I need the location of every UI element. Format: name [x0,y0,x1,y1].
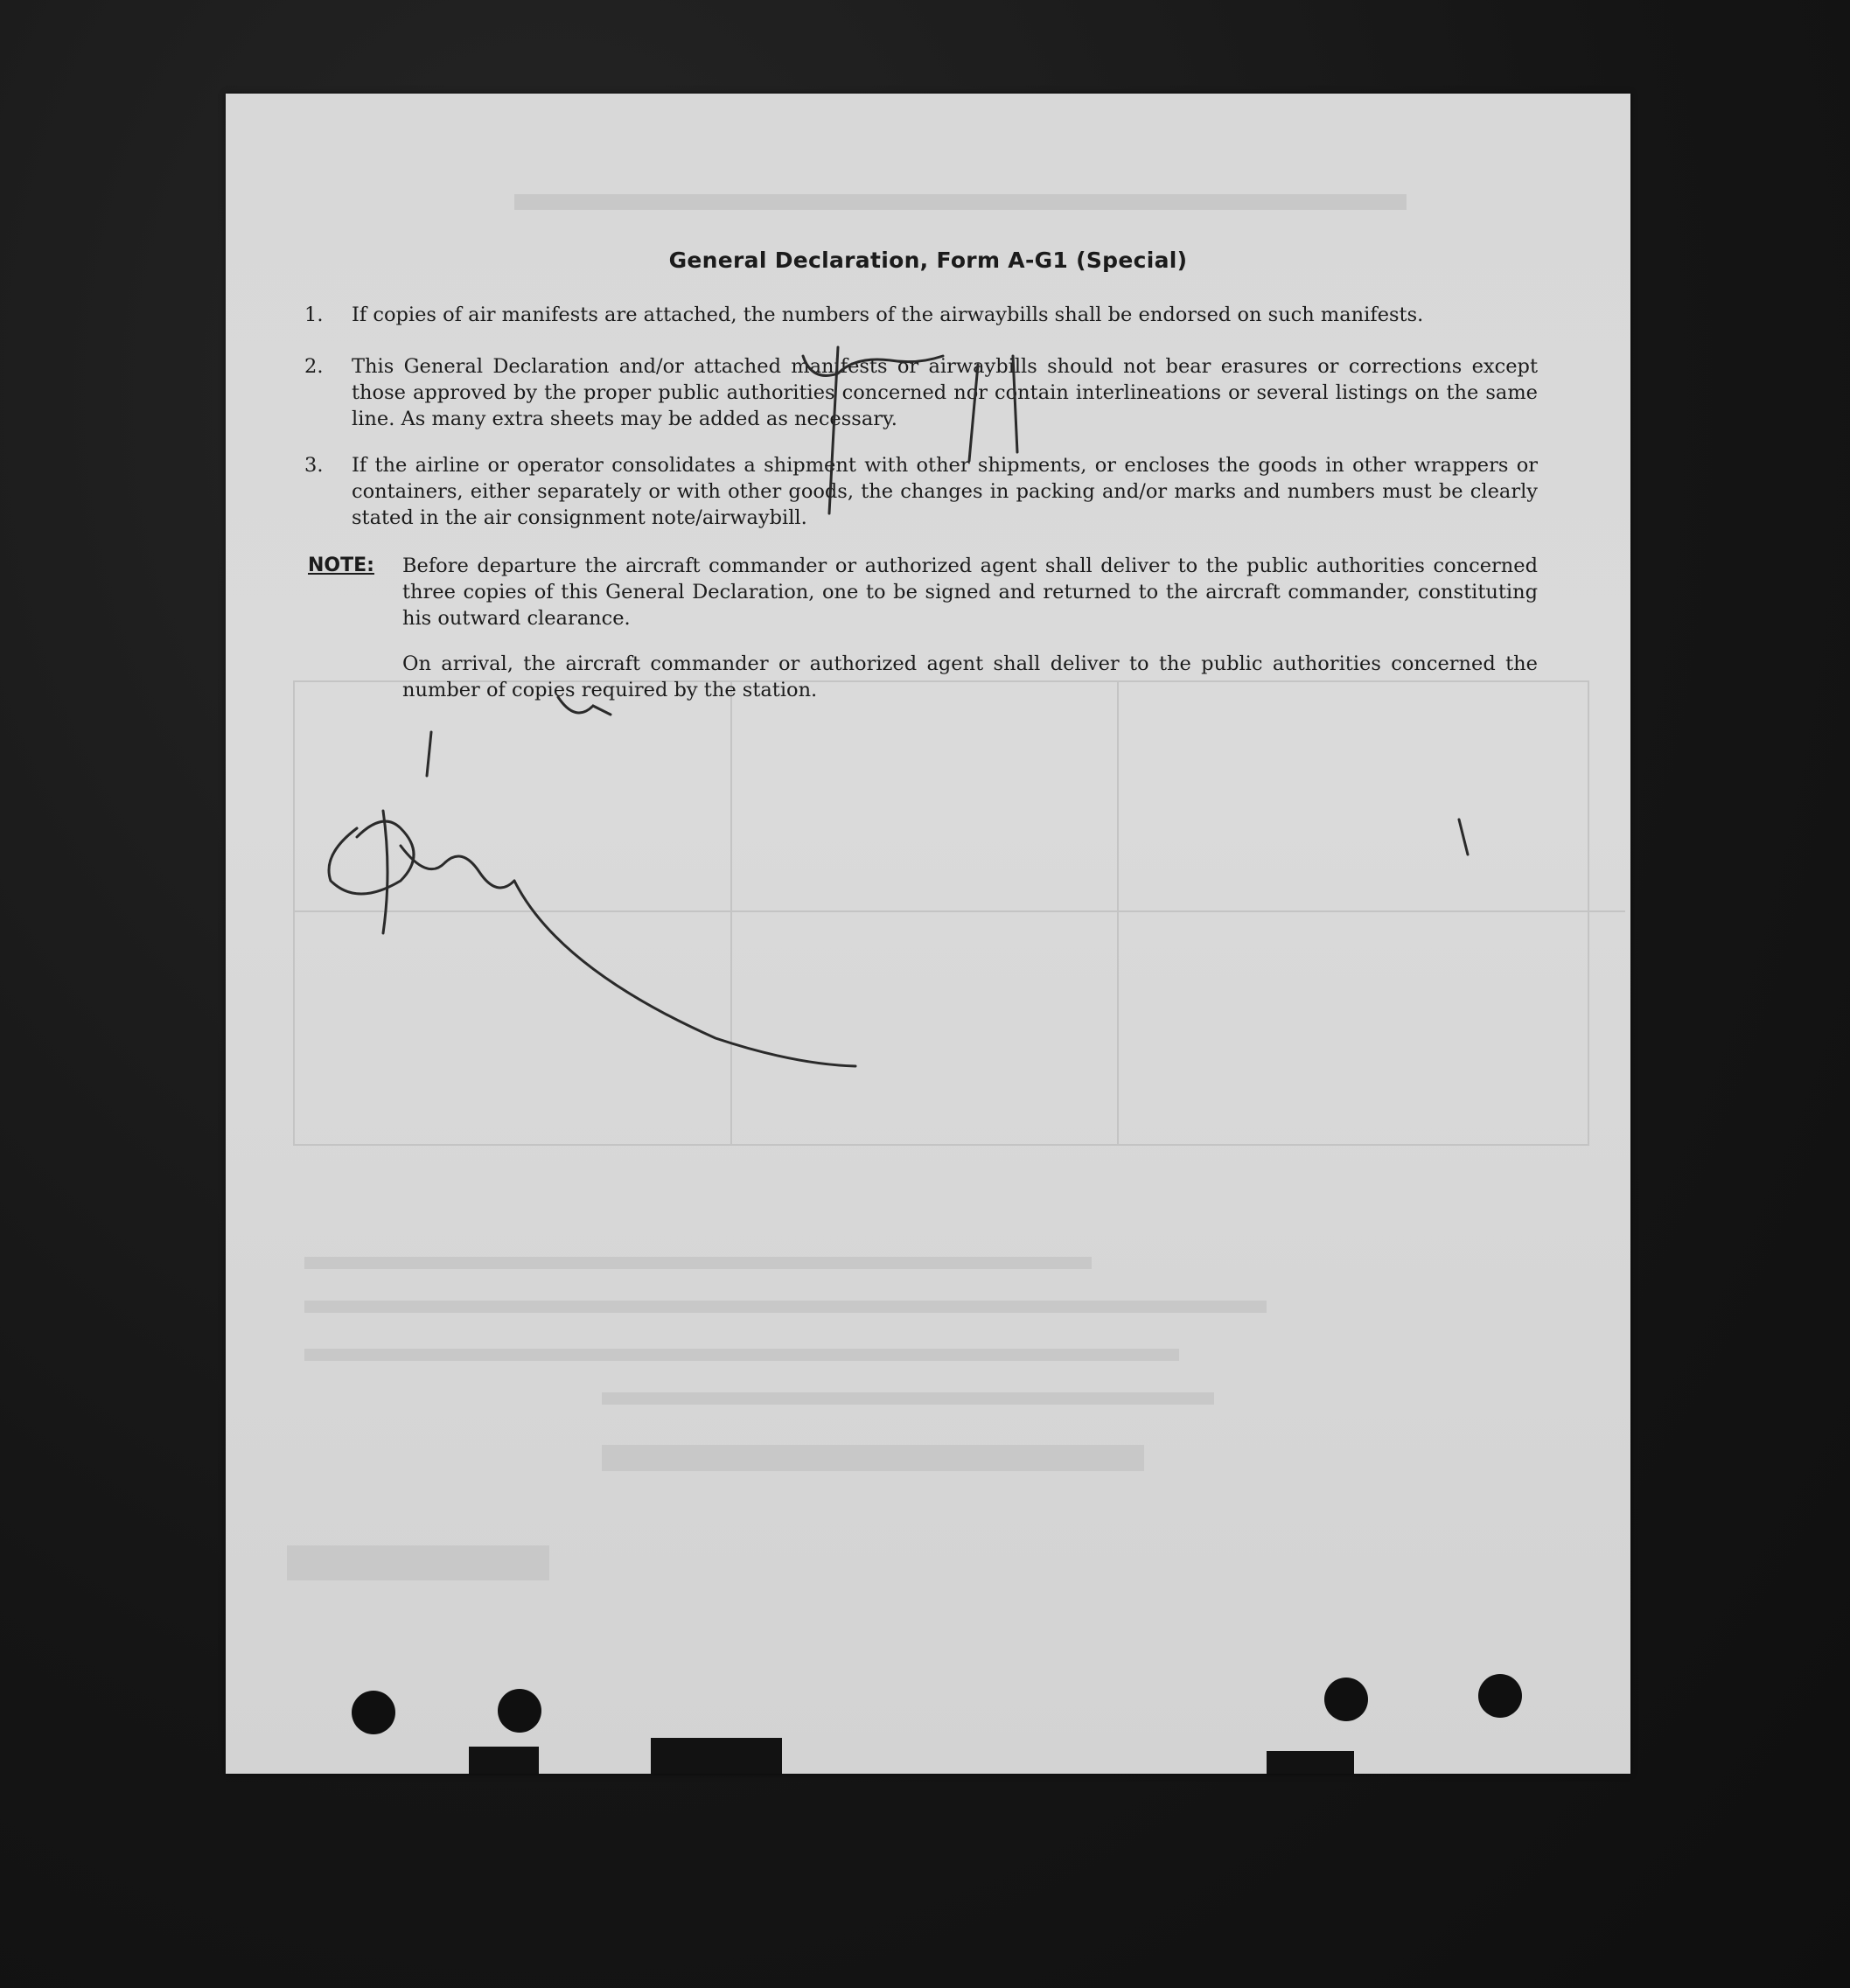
note-label: NOTE: [308,555,374,576]
item-number: 2. [304,355,324,378]
note-paragraph: Before departure the aircraft commander or authorized agent shall deliver to the public authorities concerned three copies of this General Declaration, one to be signed and returned to the aircraft commander, constituting his outward clearance. [402,555,1538,630]
list-item [304,302,1538,328]
torn-edge [651,1738,782,1774]
list-item [304,353,1538,432]
punch-hole [352,1691,395,1734]
item-number: 1. [304,303,324,326]
item-text: This General Declaration and/or attached manifests or airwaybills should not bear erasures or corrections except those approved by the proper public authorities concerned nor contain interlineations or several listings on the same line. As many extra sheets may be added as necessary. [352,355,1538,430]
torn-edge [1267,1751,1354,1774]
punch-hole [1324,1678,1368,1721]
item-text: If the airline or operator consolidates a shipment with other shipments, or encloses the goods in other wrappers or containers, either separately or with other goods, the changes in packing and/or marks and numbers must be clearly stated in the air consignment note/airwaybill. [352,454,1538,529]
note-paragraph: On arrival, the aircraft commander or authorized agent shall deliver to the public authorities concerned the number of copies required by the station. [402,652,1538,701]
handwritten-signature [226,94,1630,1774]
reverse-side-bleed [226,94,1630,1774]
note-block [308,553,1538,631]
punch-hole [498,1689,541,1733]
item-text: If copies of air manifests are attached, the numbers of the airwaybills shall be endorsed on such manifests. [352,303,1424,326]
item-number: 3. [304,454,324,477]
document-page [226,94,1630,1774]
punch-hole [1478,1674,1522,1718]
note-block-2 [308,651,1538,703]
list-item [304,452,1538,531]
torn-edge [469,1747,539,1774]
page-title: General Declaration, Form A-G1 (Special) [668,248,1188,273]
